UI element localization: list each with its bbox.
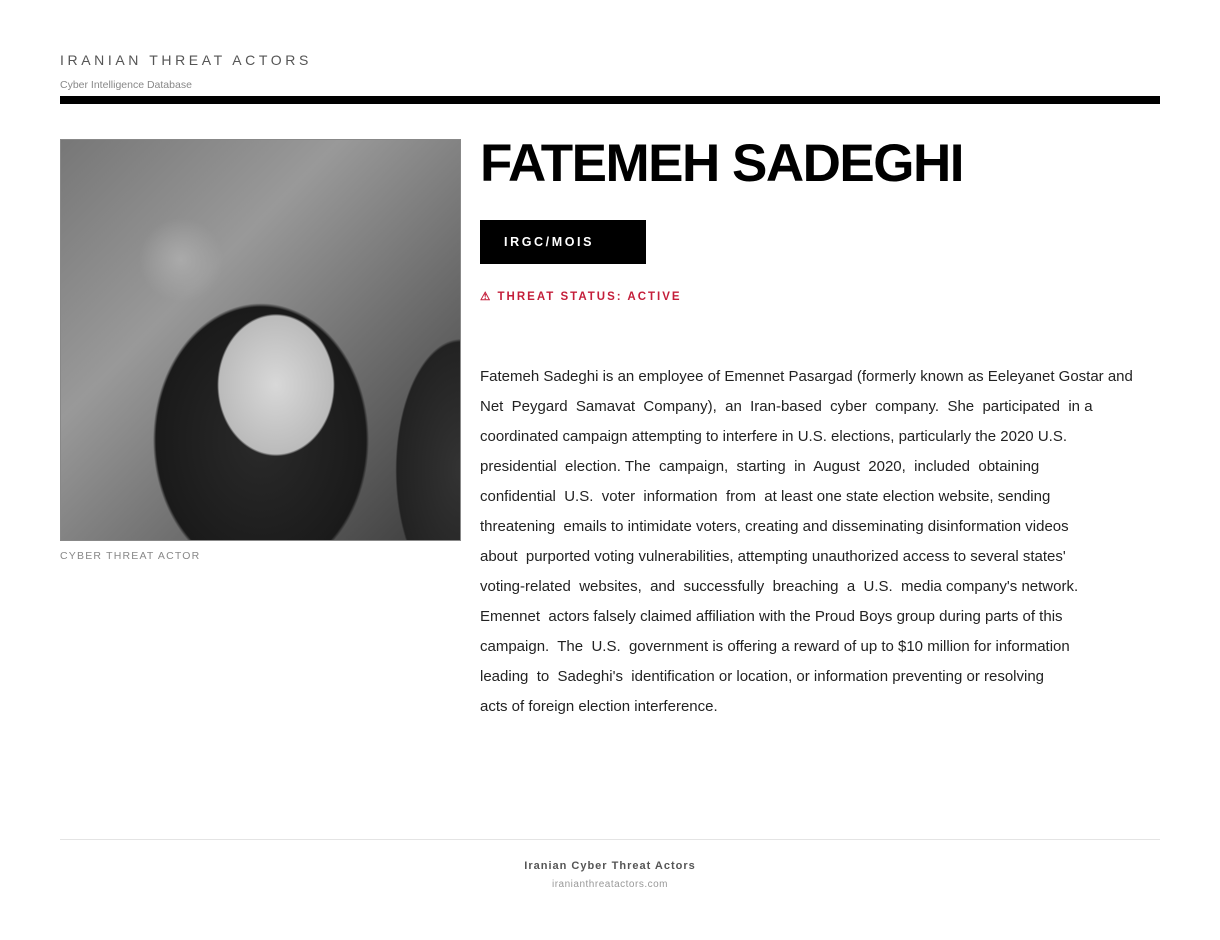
actor-name: FATEMEH SADEGHI [480,134,963,193]
bio-line: coordinated campaign attempting to interfere in U.S. elections, particularly the 2020 U.S. [480,428,1067,445]
footer-divider [60,839,1160,840]
threat-status [480,289,682,303]
site-subtitle: Cyber Intelligence Database [60,79,192,91]
bio-line: campaign. The U.S. government is offering a reward of up to $10 million for information [480,638,1070,655]
site-title: IRANIAN THREAT ACTORS [60,52,312,68]
bio-line: confidential U.S. voter information from at least one state election website, sending [480,488,1051,505]
bio-line: Net Peygard Samavat Company), an Iran-based cyber company. She participated in a [480,398,1093,415]
footer-title: Iranian Cyber Threat Actors [524,860,696,872]
bio-line: leading to Sadeghi's identification or location, or information preventing or resolving [480,668,1045,685]
bio-line: presidential election. The campaign, starting in August 2020, included obtaining [480,458,1040,475]
bio-line: about purported voting vulnerabilities, attempting unauthorized access to several states' [480,548,1066,565]
bio-line: Fatemeh Sadeghi is an employee of Emennet Pasargad (formerly known as Eeleyanet Gostar and [480,368,1133,385]
threat-status-text: THREAT STATUS: ACTIVE [497,291,682,303]
photo-caption: CYBER THREAT ACTOR [60,550,201,562]
bio-line: Emennet actors falsely claimed affiliation with the Proud Boys group during parts of this [480,608,1063,625]
actor-bio [480,362,1133,722]
warning-icon: ⚠ [480,291,493,303]
bio-line: voting-related websites, and successfully breaching a U.S. media company's network. [480,578,1079,595]
affiliation-badge: IRGC/MOIS [480,220,646,264]
bio-line: threatening emails to intimidate voters, creating and disseminating disinformation videos [480,518,1069,535]
header-divider [60,96,1160,104]
bio-line: acts of foreign election interference. [480,698,718,715]
footer-url[interactable]: iranianthreatactors.com [552,879,668,890]
profile-photo [60,139,461,541]
